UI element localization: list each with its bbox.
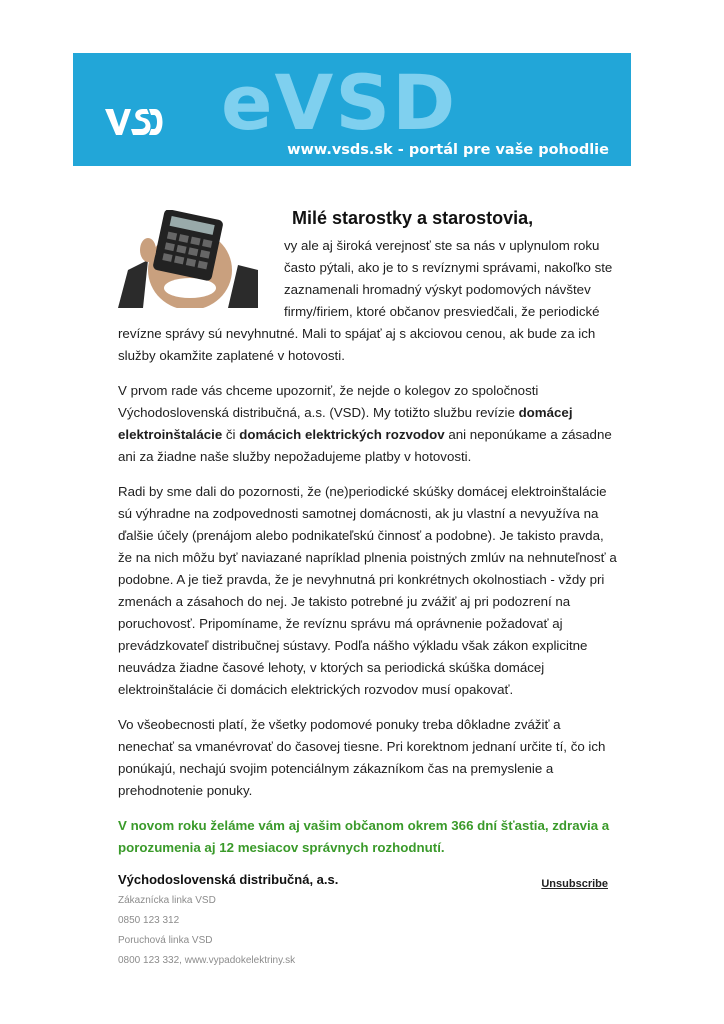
paragraph-advice: Vo všeobecnosti platí, že všetky podomové ponuky treba dôkladne zvážiť a nenechať sa vmanévrovať do časovej tiesne. Pri korektnom jednaní určite tí, čo ich ponúkajú, nechajú svojim potenciálnym zákazníkom čas na premyslenie a prehodnotenie ponuky. (118, 717, 606, 798)
vsd-logo-icon (103, 105, 165, 137)
text: ani neponúkame a zásadne ani za žiadne naše služby nepožadujeme platby v hotovosti. (118, 427, 612, 464)
intro-line: firmy/firiem, ktoré občanov presviedčali, že periodické (284, 304, 600, 319)
paragraph-inspections: Radi by sme dali do pozornosti, že (ne)periodické skúšky domácej elektroinštalácie sú výhradne na zodpovednosti samotnej domácnosti, ak ju vlastní a nevyužíva na ďalšie účely (prenájom alebo podnikateľskú činnosť a podobne). Je takisto pravda, že na nich môžu byť naviazané napríklad plnenia poistných zmlúv na nehnuteľnosť a podobne. A je tiež pravda, že je nevyhnutná pri konkrétnych okolnostiach - vždy pri zmenách a zásahoch do nej. Je takisto potrebné ju zvážiť aj pri podozrení na poruchovosť. Pripomíname, že revíznu správu má oprávnenie požadovať aj prevádzkovateľ distribučnej sústavy. Podľa nášho výkladu však zákon explicitne neuvádza žiadne časové lehoty, v ktorých sa periodická skúška domácej elektroinštalácie či domácich elektrických rozvodov musí opakovať. (118, 484, 617, 697)
bold-text: domácej elektroinštalácie (118, 405, 573, 442)
intro-line: zaznamenali hromadný výskyt podomových návštev (284, 282, 591, 297)
intro-line: často pýtali, ako je to s revíznymi správami, nakoľko ste (284, 260, 613, 275)
footer (118, 872, 618, 971)
contact-line: Poruchová linka VSD (118, 935, 213, 946)
company-name: Východoslovenská distribučná, a.s. (118, 872, 339, 887)
contact-line: 0850 123 312 (118, 915, 180, 926)
greeting-heading: Milé starostky a starostovia, (292, 208, 534, 228)
new-year-wish: V novom roku želáme vám aj vašim občanom okrem 366 dní šťastia, zdravia a porozumenia aj 12 mesiacov správnych rozhodnutí. (118, 818, 610, 855)
contact-line[interactable]: 0800 123 332, www.vypadokelektriny.sk (118, 955, 296, 966)
text: či (222, 427, 240, 442)
bold-text: domácich elektrických rozvodov (239, 427, 445, 442)
intro-rest: revízne správy sú nevyhnutné. Mali to spájať aj s akciovou cenou, ak bude za ich služby okamžite zaplatené v hotovosti. (118, 326, 596, 363)
brand-title: eVSD (221, 58, 458, 147)
text: V prvom rade vás chceme upozorniť, že nejde o kolegov zo spoločnosti Východoslovenská distribučná, a.s. (VSD). My totižto službu revízie (118, 383, 539, 420)
paragraph-warning (118, 380, 618, 468)
intro-line: vy ale aj široká verejnosť ste sa nás v uplynulom roku (284, 238, 600, 253)
tagline-link[interactable]: www.vsds.sk - portál pre vaše pohodlie (287, 142, 609, 158)
article (118, 206, 618, 872)
unsubscribe-link[interactable]: Unsubscribe (541, 878, 608, 890)
contact-info (118, 891, 618, 971)
contact-line: Zákaznícka linka VSD (118, 895, 216, 906)
header-banner (73, 53, 631, 166)
